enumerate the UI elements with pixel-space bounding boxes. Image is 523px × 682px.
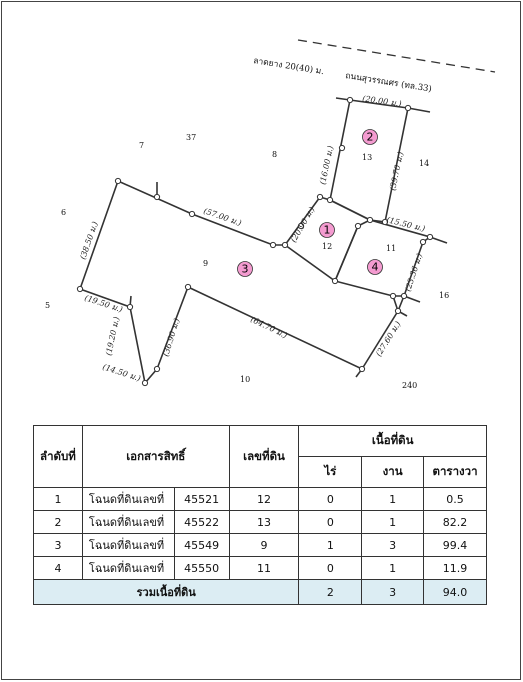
cell-rai: 0 [299,511,362,534]
cell-doc-type: โฉนดที่ดินเลขที่ [82,534,174,557]
cell-rai: 1 [299,534,362,557]
header-ngan: งาน [362,457,424,488]
dimension-label: (23.36 ม.) [403,252,425,293]
svg-text:3: 3 [241,262,249,276]
plot-number: 7 [139,141,145,150]
table-row [34,534,487,557]
cell-ngan: 1 [362,511,424,534]
road-label: ลาดยาง 20(40) ม. [252,56,325,78]
cell-land-no: 9 [229,534,299,557]
dimension-label: (20.00 ม.) [361,94,403,109]
table-header-row [34,426,487,457]
header-order: ลำดับที่ [34,426,83,488]
cell-doc-type: โฉนดที่ดินเลขที่ [82,511,174,534]
dimension-label: (39.70 ม.) [388,150,406,192]
dimension-label: (19.50 ม.) [83,293,124,315]
cell-wa: 82.2 [424,511,487,534]
plot-number: 13 [362,153,373,162]
dimension-label: (57.00 ม.) [202,206,243,228]
cell-doc-no: 45521 [174,488,229,511]
road-name: ถนนสุวรรณศร (ทล.33) [344,71,433,95]
header-document: เอกสารสิทธิ์ [82,426,229,488]
plot-number: 12 [322,242,333,251]
dimension-label: (36.90 ม.) [161,317,182,358]
cell-land-no: 11 [229,557,299,580]
cell-doc-type: โฉนดที่ดินเลขที่ [82,488,174,511]
plot-number: 37 [186,133,197,142]
header-area: เนื้อที่ดิน [299,426,487,457]
marker-3 [238,262,253,277]
plot-number: 6 [61,208,67,217]
cell-doc-no: 45549 [174,534,229,557]
cell-doc-type: โฉนดที่ดินเลขที่ [82,557,174,580]
header-rai: ไร่ [299,457,362,488]
svg-text:2: 2 [366,130,374,144]
land-area-table [33,425,487,605]
plot-number: 16 [439,291,450,300]
marker-2 [363,130,378,145]
cell-doc-no: 45550 [174,557,229,580]
cell-land-no: 12 [229,488,299,511]
dimension-label: (38.50 ม.) [78,220,100,261]
cell-rai: 0 [299,557,362,580]
plot-number: 8 [272,150,278,159]
plot-number: 5 [45,301,51,310]
cell-ngan: 1 [362,488,424,511]
cell-wa: 0.5 [424,488,487,511]
plot-number: 240 [402,381,418,390]
total-label: รวมเนื้อที่ดิน [34,580,299,605]
table-row [34,488,487,511]
total-rai: 2 [299,580,362,605]
dimension-label: (20.90 ม.) [288,205,317,244]
marker-1 [320,223,335,238]
marker-4 [368,260,383,275]
dimension-label: (27.60 ม.) [374,319,403,359]
plot-number: 10 [240,375,251,384]
cell-wa: 99.4 [424,534,487,557]
cell-ngan: 3 [362,534,424,557]
total-row [34,580,487,605]
dimension-label: (14.50 ม.) [101,362,142,384]
cell-ngan: 1 [362,557,424,580]
header-wa: ตารางวา [424,457,487,488]
dimension-label: (16.00 ม.) [318,144,336,186]
plot-number: 11 [386,244,397,253]
cell-rai: 0 [299,488,362,511]
cell-doc-no: 45522 [174,511,229,534]
cell-order: 1 [34,488,83,511]
svg-text:4: 4 [371,260,379,274]
cell-land-no: 13 [229,511,299,534]
dimension-label: (15.50 ม.) [385,215,427,234]
road-line [298,40,495,72]
cell-order: 4 [34,557,83,580]
dimension-label: (19.20 ม.) [104,315,122,357]
cell-order: 3 [34,534,83,557]
dimension-label: (64.70 ม.) [249,314,289,341]
total-wa: 94.0 [424,580,487,605]
plot-number: 9 [203,259,209,268]
cell-order: 2 [34,511,83,534]
header-land-no: เลขที่ดิน [229,426,299,488]
svg-text:1: 1 [323,223,331,237]
plot-number: 14 [419,159,430,168]
total-ngan: 3 [362,580,424,605]
cell-wa: 11.9 [424,557,487,580]
table-row [34,511,487,534]
table-row [34,557,487,580]
